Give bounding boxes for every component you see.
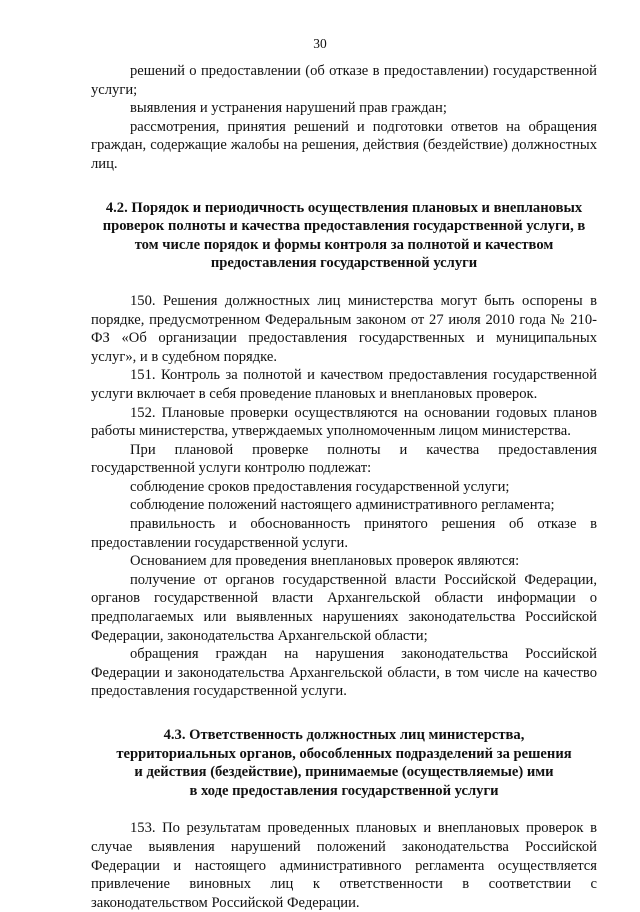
section-heading: 4.2. Порядок и периодичность осуществления плановых и внеплановых проверок полноты и качества предоставления государственной услуги, в том числе порядок и формы контроля за полнотой и качеством предоставления государственной услуги: [102, 199, 586, 272]
list-item: соблюдение положений настоящего административного регламента;: [130, 497, 555, 514]
paragraph: 151. Контроль за полнотой и качеством предоставления государственной услуги включает в себя проведение плановых и внеплановых проверок.: [91, 367, 597, 402]
section-4-2: [91, 199, 597, 701]
paragraph: Основанием для проведения внеплановых проверок являются:: [130, 553, 520, 570]
paragraph: решений о предоставлении (об отказе в предоставлении) государственной услуги;: [91, 63, 597, 98]
list-item: обращения граждан на нарушения законодательства Российской Федерации и законодательства Архангельской области, в том числе на качество предоставления государственной услуги.: [91, 646, 597, 700]
paragraph: При плановой проверке полноты и качества предоставления государственной услуги контролю подлежат:: [91, 441, 597, 477]
intro-section: [91, 62, 597, 174]
page-number: 30: [313, 36, 327, 51]
paragraph: 152. Плановые проверки осуществляются на основании годовых планов работы министерства, утверждаемых уполномоченным лицом министерства.: [91, 404, 597, 440]
paragraph: 150. Решения должностных лиц министерства могут быть оспорены в порядке, предусмотренном Федеральным законом от 27 июля 2010 года № 210-ФЗ «Об организации предоставления государственных и муниципальных услуг», и в судебном порядке.: [91, 292, 597, 365]
heading-line: и действия (бездействие), принимаемые (осуществляемые) ими: [134, 764, 554, 781]
heading-line: территориальных органов, обособленных подразделений за решения: [116, 745, 572, 762]
section-heading: [91, 726, 597, 800]
list-item: правильность и обоснованность принятого решения об отказе в предоставлении государственной услуги.: [91, 516, 597, 551]
paragraph: рассмотрения, принятия решений и подготовки ответов на обращения граждан, содержащие жалобы на решения, действия (бездействие) должностных лиц.: [91, 118, 597, 172]
section-4-3: [91, 726, 597, 912]
heading-line: в ходе предоставления государственной услуги: [189, 782, 499, 799]
heading-line: 4.3. Ответственность должностных лиц министерства,: [163, 727, 525, 743]
document-body: [91, 62, 597, 912]
paragraph: выявления и устранения нарушений прав граждан;: [130, 100, 447, 117]
list-item: получение от органов государственной власти Российской Федерации, органов государственной власти Архангельской области информации о предполагаемых или выявленных нарушениях законодательства Российской Федерации, законодательства Архангельской области;: [91, 571, 597, 644]
list-item: соблюдение сроков предоставления государственной услуги;: [130, 478, 510, 495]
paragraph: 153. По результатам проведенных плановых и внеплановых проверок в случае выявления нарушений положений законодательства Российской Федерации и настоящего административного регламента осуществляется привлечение виновных лиц к ответственности в соответствии с законодательством Российской Федерации.: [91, 820, 597, 911]
